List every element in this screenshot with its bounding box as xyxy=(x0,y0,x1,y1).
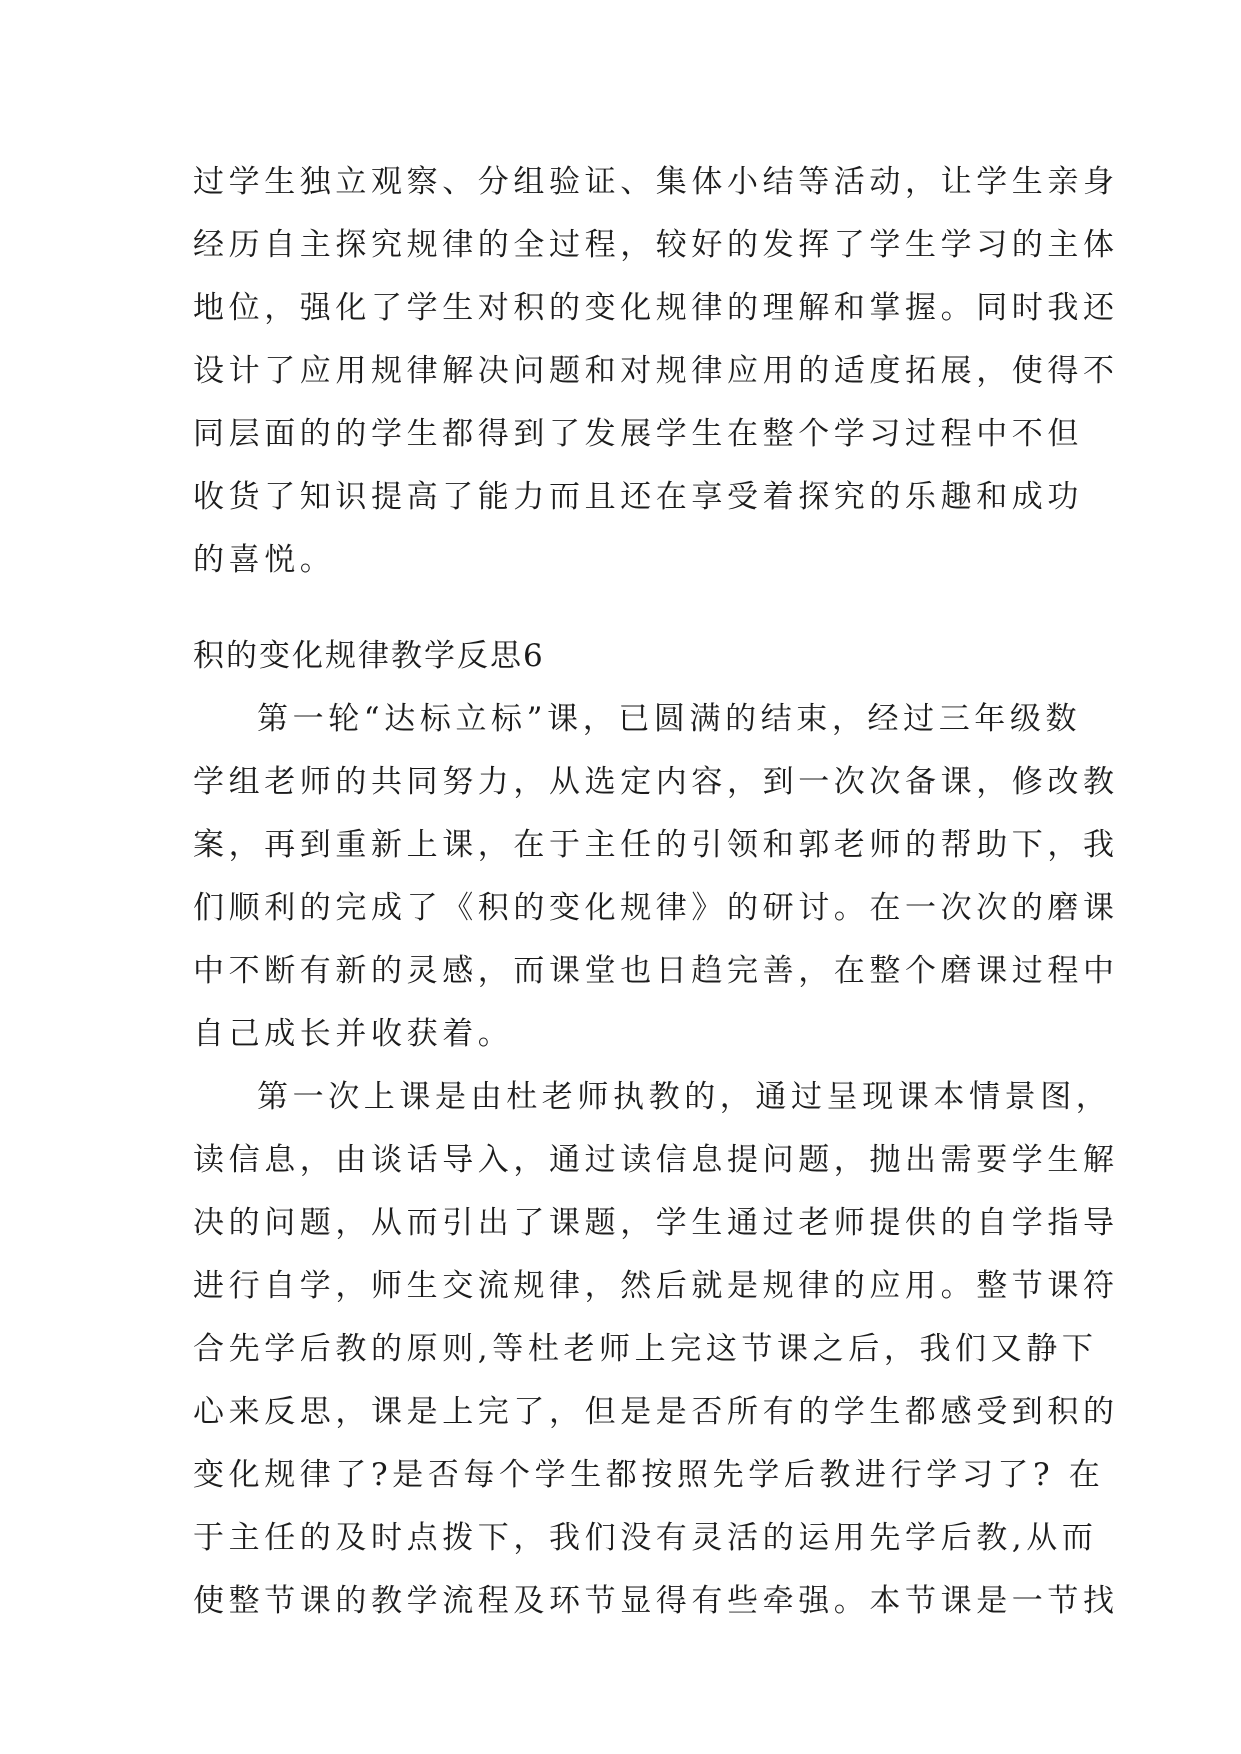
paragraph-line: 合先学后教的原则,等杜老师上完这节课之后，我们又静下 xyxy=(193,1331,1098,1367)
paragraph-line: 过学生独立观察、分组验证、集体小结等活动，让学生亲身 xyxy=(193,164,1119,200)
paragraph-line: 们顺利的完成了《积的变化规律》的研讨。在一次次的磨课 xyxy=(193,890,1119,926)
paragraph-line: 学组老师的共同努力，从选定内容，到一次次备课，修改教 xyxy=(193,764,1119,800)
section-heading: 积的变化规律教学反思6 xyxy=(193,638,545,674)
paragraph-line: 地位，强化了学生对积的变化规律的理解和掌握。同时我还 xyxy=(193,290,1119,326)
paragraph-line: 案，再到重新上课，在于主任的引领和郭老师的帮助下，我 xyxy=(193,827,1119,863)
paragraph-line: 心来反思，课是上完了，但是是否所有的学生都感受到积的 xyxy=(193,1394,1119,1430)
paragraph-line: 进行自学，师生交流规律，然后就是规律的应用。整节课符 xyxy=(193,1268,1119,1304)
paragraph-line: 读信息，由谈话导入，通过读信息提问题，抛出需要学生解 xyxy=(193,1142,1119,1178)
paragraph-line: 经历自主探究规律的全过程，较好的发挥了学生学习的主体 xyxy=(193,227,1119,263)
paragraph-line: 变化规律了?是否每个学生都按照先学后教进行学习了? 在 xyxy=(193,1457,1105,1493)
paragraph-line: 同层面的的学生都得到了发展学生在整个学习过程中不但 xyxy=(193,416,1083,452)
paragraph-line: 的喜悦。 xyxy=(193,542,336,578)
paragraph-line: 于主任的及时点拨下，我们没有灵活的运用先学后教,从而 xyxy=(193,1520,1098,1556)
paragraph-line: 使整节课的教学流程及环节显得有些牵强。本节课是一节找 xyxy=(193,1583,1119,1619)
paragraph-line: 第一次上课是由杜老师执教的，通过呈现课本情景图， xyxy=(257,1079,1112,1115)
paragraph-line: 第一轮“达标立标”课，已圆满的结束，经过三年级数 xyxy=(257,701,1082,737)
paragraph-line: 设计了应用规律解决问题和对规律应用的适度拓展，使得不 xyxy=(193,353,1119,389)
paragraph-line: 自己成长并收获着。 xyxy=(193,1016,514,1052)
paragraph-line: 决的问题，从而引出了课题，学生通过老师提供的自学指导 xyxy=(193,1205,1119,1241)
paragraph-line: 收货了知识提高了能力而且还在享受着探究的乐趣和成功 xyxy=(193,479,1083,515)
paragraph-line: 中不断有新的灵感，而课堂也日趋完善，在整个磨课过程中 xyxy=(193,953,1119,989)
